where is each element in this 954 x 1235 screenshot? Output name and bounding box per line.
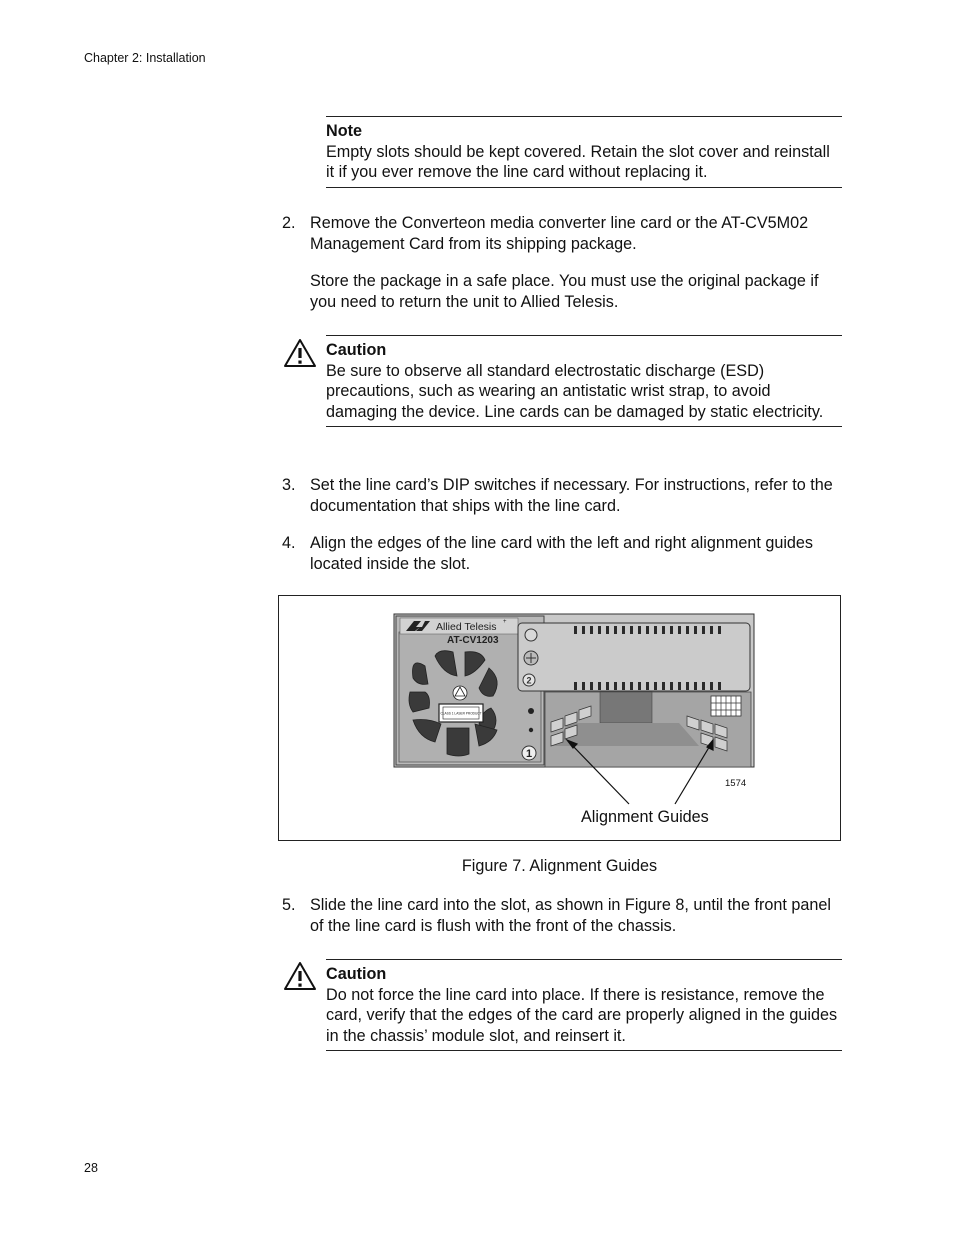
note-box	[326, 116, 842, 188]
warning-icon	[283, 961, 317, 991]
caution-title: Caution	[326, 965, 387, 983]
caution-title: Caution	[326, 341, 387, 359]
step-3	[282, 475, 842, 516]
svg-text:CLASS 1 LASER PRODUCT: CLASS 1 LASER PRODUCT	[440, 711, 482, 716]
figure-alignment-guides	[278, 595, 841, 841]
step-5	[282, 895, 842, 936]
page-number: 28	[84, 1161, 98, 1175]
caution-box	[326, 335, 842, 427]
step-2-paragraph: Store the package in a safe place. You must use the original package if you need to return the unit to Allied Telesis.	[310, 272, 819, 311]
warning-icon	[283, 338, 317, 368]
step-text: Slide the line card into the slot, as shown in Figure 8, until the front panel of the line card is flush with the front of the chassis.	[310, 896, 832, 935]
step-text: Align the edges of the line card with the left and right alignment guides located inside the slot.	[310, 534, 814, 573]
step-number: 3.	[282, 476, 296, 494]
svg-text:+: +	[503, 619, 507, 625]
port-2-label: 2	[526, 675, 532, 686]
step-number: 2.	[282, 214, 296, 232]
callout-label: Alignment Guides	[581, 808, 709, 826]
step-text: Set the line card’s DIP switches if necessary. For instructions, refer to the documentation that ships with the line card.	[310, 476, 833, 515]
note-title: Note	[326, 122, 362, 140]
brand-name: Allied Telesis	[436, 621, 497, 633]
line-card-illustration	[279, 596, 842, 842]
caution-text: Do not force the line card into place. If there is resistance, remove the card, verify that the edges of the card are properly aligned in the guides in the chassis’ module slot, and reinsert it.	[326, 985, 838, 1045]
running-header: Chapter 2: Installation	[84, 51, 206, 65]
caution-text: Be sure to observe all standard electrostatic discharge (ESD) precautions, such as wearing an antistatic wrist strap, to avoid damaging the device. Line cards can be damaged by static electricity.	[326, 361, 824, 421]
step-number: 4.	[282, 534, 296, 552]
note-text: Empty slots should be kept covered. Retain the slot cover and reinstall it if you ever remove the line card without replacing it.	[326, 142, 830, 181]
figure-caption: Figure 7. Alignment Guides	[461, 857, 658, 875]
step-text: Remove the Converteon media converter line card or the AT-CV5M02 Management Card from its shipping package.	[310, 214, 809, 253]
step-4	[282, 533, 842, 574]
caution-box	[326, 959, 842, 1051]
port-1-label: 1	[525, 748, 533, 760]
figure-id: 1574	[725, 778, 747, 789]
step-number: 5.	[282, 896, 296, 914]
model-name: AT-CV1203	[447, 635, 499, 646]
step-2	[282, 213, 842, 254]
